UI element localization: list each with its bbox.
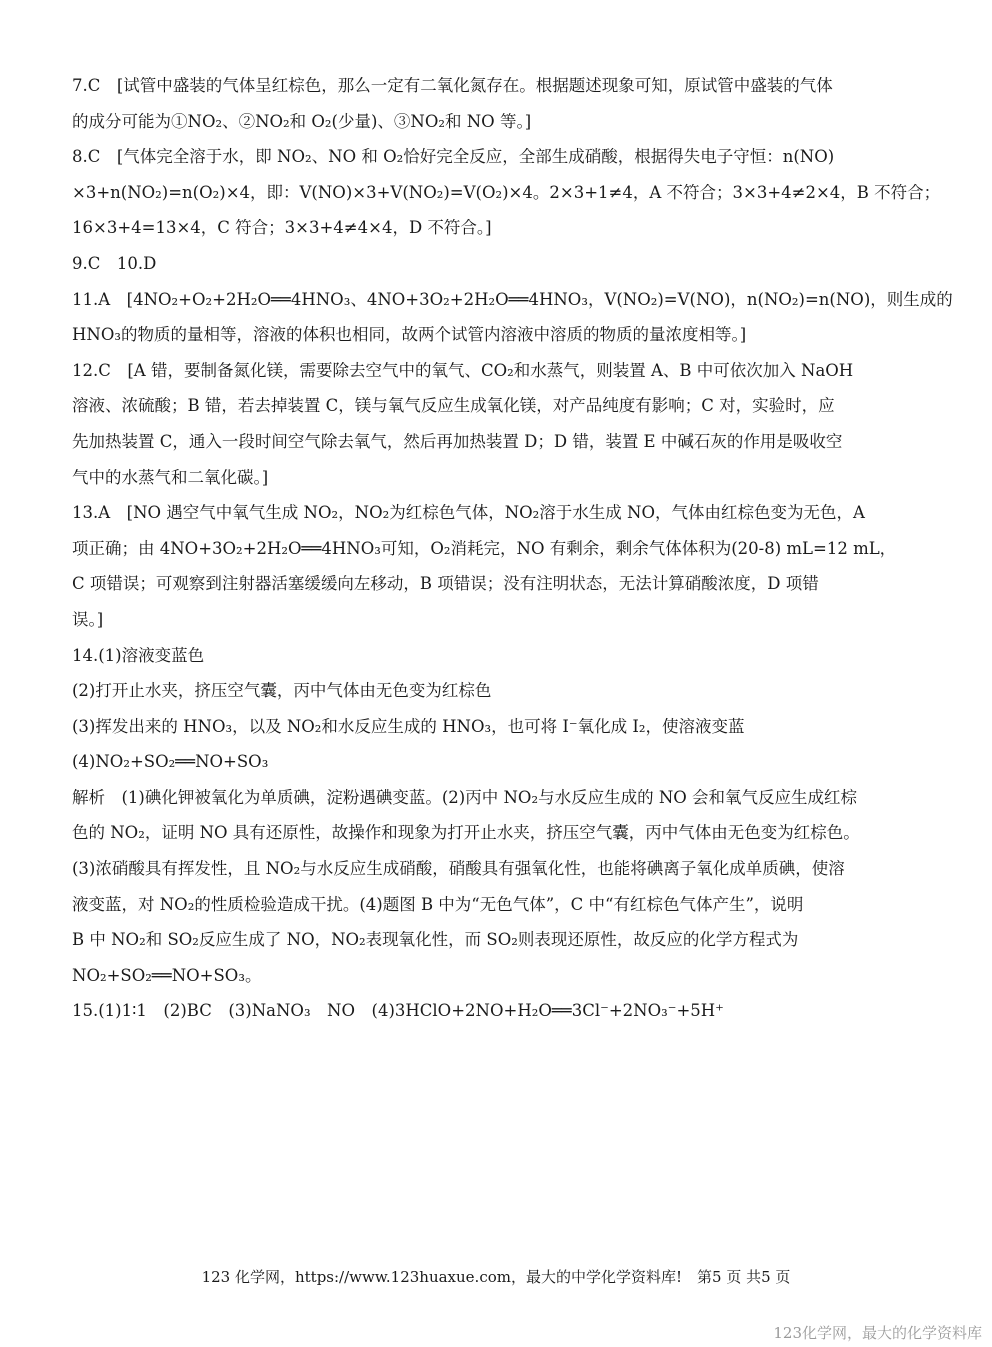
text-line: ×3+n(NO₂)=n(O₂)×4，即：V(NO)×3+V(NO₂)=V(O₂)×4。2×3+1≠4，A 不符合；3×3+4≠2×4，B 不符合； xyxy=(72,182,941,202)
text-line: NO₂+SO₂══NO+SO₃。 xyxy=(72,965,262,985)
text-line: 溶液、浓硫酸；B 错，若去掉装置 C，镁与氧气反应生成氧化镁，对产品纯度有影响；C 对，实验时，应 xyxy=(72,396,835,416)
text-line: 13.A [NO 遇空气中氧气生成 NO₂，NO₂为红棕色气体，NO₂溶于水生成 NO，气体由红棕色变为无色，A xyxy=(72,503,865,523)
answer-text xyxy=(72,68,953,1029)
text-line: 12.C [A 错，要制备氮化镁，需要除去空气中的氧气、CO₂和水蒸气，则装置 A、B 中可依次加入 NaOH xyxy=(72,360,854,380)
text-line: (4)NO₂+SO₂══NO+SO₃ xyxy=(72,752,269,772)
text-line: 误。] xyxy=(72,609,104,629)
text-line: (2)打开止水夹，挤压空气囊，丙中气体由无色变为红棕色 xyxy=(72,681,492,701)
text-line: 气中的水蒸气和二氧化碳。] xyxy=(72,467,269,487)
text-line: (3)浓硝酸具有挥发性，且 NO₂与水反应生成硝酸，硝酸具有强氧化性，也能将碘离子氧化成单质碘，使溶 xyxy=(72,859,845,879)
text-line: 16×3+4=13×4，C 符合；3×3+4≠4×4，D 不符合。] xyxy=(72,218,492,238)
text-line: 解析 (1)碘化钾被氧化为单质碘，淀粉遇碘变蓝。(2)丙中 NO₂与水反应生成的 NO 会和氧气反应生成红棕 xyxy=(72,787,858,807)
text-line: 7.C [试管中盛装的气体呈红棕色，那么一定有二氧化氮存在。根据题述现象可知，原试管中盛装的气体 xyxy=(72,76,833,95)
text-line: 色的 NO₂，证明 NO 具有还原性，故操作和现象为打开止水夹，挤压空气囊，丙中气体由无色变为红棕色。 xyxy=(72,823,860,843)
text-line: (3)挥发出来的 HNO₃，以及 NO₂和水反应生成的 HNO₃，也可将 I⁻氧化成 I₂，使溶液变蓝 xyxy=(72,716,745,736)
watermark: 123化学网，最大的化学资料库 xyxy=(773,1324,982,1342)
text-line: 先加热装置 C，通入一段时间空气除去氧气，然后再加热装置 D；D 错，装置 E 中碱石灰的作用是吸收空 xyxy=(72,431,843,451)
text-line: 8.C [气体完全溶于水，即 NO₂、NO 和 O₂恰好完全反应，全部生成硝酸，根据得失电子守恒：n(NO) xyxy=(72,147,835,167)
text-line: 项正确；由 4NO+3O₂+2H₂O══4HNO₃可知，O₂消耗完，NO 有剩余，剩余气体体积为(20-8) mL=12 mL， xyxy=(72,538,897,558)
text-line: 14.(1)溶液变蓝色 xyxy=(72,645,205,665)
text-line: 11.A [4NO₂+O₂+2H₂O══4HNO₃、4NO+3O₂+2H₂O══4HNO₃，V(NO₂)=V(NO)，n(NO₂)=n(NO)，则生成的 xyxy=(72,289,953,309)
text-line: B 中 NO₂和 SO₂反应生成了 NO，NO₂表现氧化性，而 SO₂则表现还原性，故反应的化学方程式为 xyxy=(72,930,799,950)
text-line: 液变蓝，对 NO₂的性质检验造成干扰。(4)题图 B 中为“无色气体”，C 中“有红棕色气体产生”，说明 xyxy=(72,894,804,914)
text-line: 的成分可能为①NO₂、②NO₂和 O₂(少量)、③NO₂和 NO 等。] xyxy=(72,111,532,131)
text-line: HNO₃的物质的量相等，溶液的体积也相同，故两个试管内溶液中溶质的物质的量浓度相等。] xyxy=(72,325,747,345)
page-footer: 123 化学网，https://www.123huaxue.com，最大的中学化学资料库! 第5 页 共5 页 xyxy=(201,1268,791,1286)
text-line: 15.(1)1∶1 (2)BC (3)NaNO₃ NO (4)3HClO+2NO+H₂O══3Cl⁻+2NO₃⁻+5H⁺ xyxy=(72,1001,724,1021)
text-line: C 项错误；可观察到注射器活塞缓缓向左移动，B 项错误；没有注明状态，无法计算硝酸浓度，D 项错 xyxy=(72,574,819,594)
text-line: 9.C 10.D xyxy=(72,253,157,273)
